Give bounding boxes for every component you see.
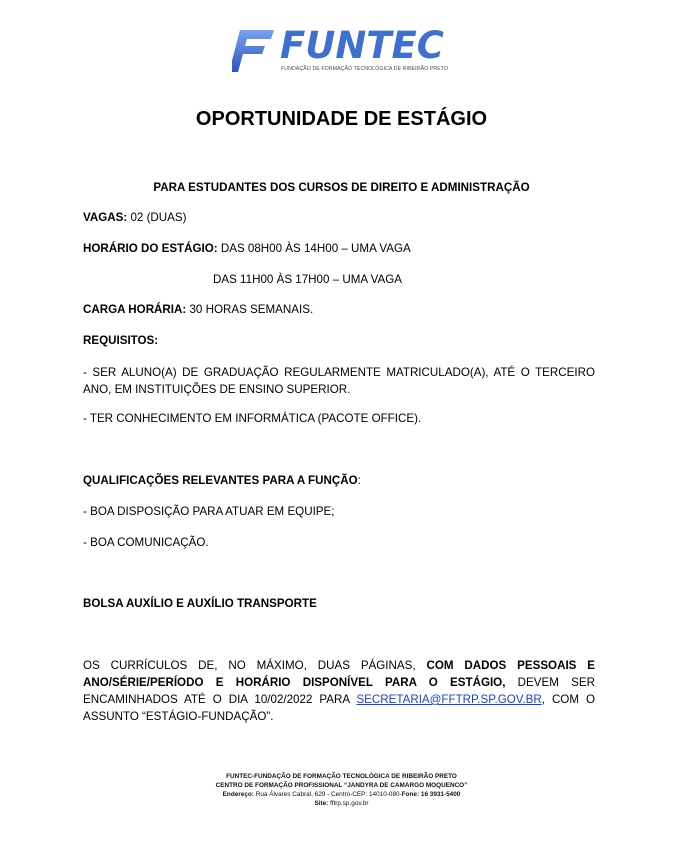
footer-site-label: Site: [314,800,329,807]
footer-line-1: FUNTEC-FUNDAÇÃO DE FORMAÇÃO TECNOLÓGICA DE RIBEIRÃO PRETO [226,773,457,780]
vagas-line [83,210,187,226]
requisito-item-1: - SER ALUNO(A) DE GRADUAÇÃO REGULARMENTE MATRICULADO(A), ATÉ O TERCEIRO ANO, EM INSTITUIÇÕES DE ENSINO SUPERIOR. [83,366,595,396]
qualificacoes-colon: : [357,474,361,487]
closing-paragraph [83,657,595,725]
brand-subtitle: FUNDAÇÃO DE FORMAÇÃO TECNOLÓGICA DE RIBEIRÃO PRETO [281,66,449,72]
footer-address-line [0,790,683,799]
carga-value: 30 HORAS SEMANAIS. [186,303,314,316]
footer-site[interactable]: fftrp.sp.gov.br [328,800,369,807]
funtec-f-logo-icon [232,28,276,74]
subheading: PARA ESTUDANTES DOS CURSOS DE DIREITO E ADMINISTRAÇÃO [153,181,530,194]
requisito-item-2: - TER CONHECIMENTO EM INFORMÁTICA (PACOTE OFFICE). [83,412,422,425]
horario-value-1: DAS 08H00 ÀS 14H00 – UMA VAGA [217,242,411,255]
footer [0,772,683,808]
closing-text-3: , COM O ASSUNTO “ESTÁGIO-FUNDAÇÃO”. [83,693,595,723]
funtec-logo [232,24,454,80]
horario-line [83,241,411,257]
footer-fone-label: Fone: [401,791,420,798]
horario-value-2: DAS 11H00 ÀS 17H00 – UMA VAGA [213,273,403,286]
footer-endereco-label: Endereço: [222,791,254,798]
footer-fone: 16 3931-5400 [419,791,461,798]
qualificacoes-heading-line [83,473,361,489]
qualificacoes-heading: QUALIFICAÇÕES RELEVANTES PARA A FUNÇÃO [83,474,358,487]
vagas-value: 02 (DUAS) [127,211,187,224]
closing-text-1: OS CURRÍCULOS DE, NO MÁXIMO, DUAS PÁGINAS, [83,659,427,672]
footer-endereco: Rua Álvares Cabral, 629 - Centro-CEP: 14010-080- [253,791,402,798]
closing-bold-text: COM DADOS PESSOAIS E ANO/SÉRIE/PERÍODO E HORÁRIO DISPONÍVEL PARA O ESTÁGIO, [83,659,595,689]
carga-label: CARGA HORÁRIA: [83,303,187,316]
footer-line-2: CENTRO DE FORMAÇÃO PROFISSIONAL “JANDYRA DE CAMARGO MOQUENCO” [215,782,468,789]
footer-site-line [0,799,683,808]
horario-label: HORÁRIO DO ESTÁGIO: [83,242,218,255]
email-link[interactable]: SECRETARIA@FFTRP.SP.GOV.BR [356,693,542,706]
page-title: OPORTUNIDADE DE ESTÁGIO [195,108,488,130]
requisitos-heading: REQUISITOS: [83,334,159,347]
carga-line [83,302,313,318]
qualificacao-item-1: - BOA DISPOSIÇÃO PARA ATUAR EM EQUIPE; [83,505,335,518]
brand-name: FUNTEC [280,24,444,67]
qualificacao-item-2: - BOA COMUNICAÇÃO. [83,536,209,549]
closing-text-2: DEVEM SER ENCAMINHADOS ATÉ O DIA 10/02/2022 PARA [83,676,596,706]
bolsa-heading: BOLSA AUXÍLIO E AUXÍLIO TRANSPORTE [83,597,317,610]
vagas-label: VAGAS: [83,211,128,224]
